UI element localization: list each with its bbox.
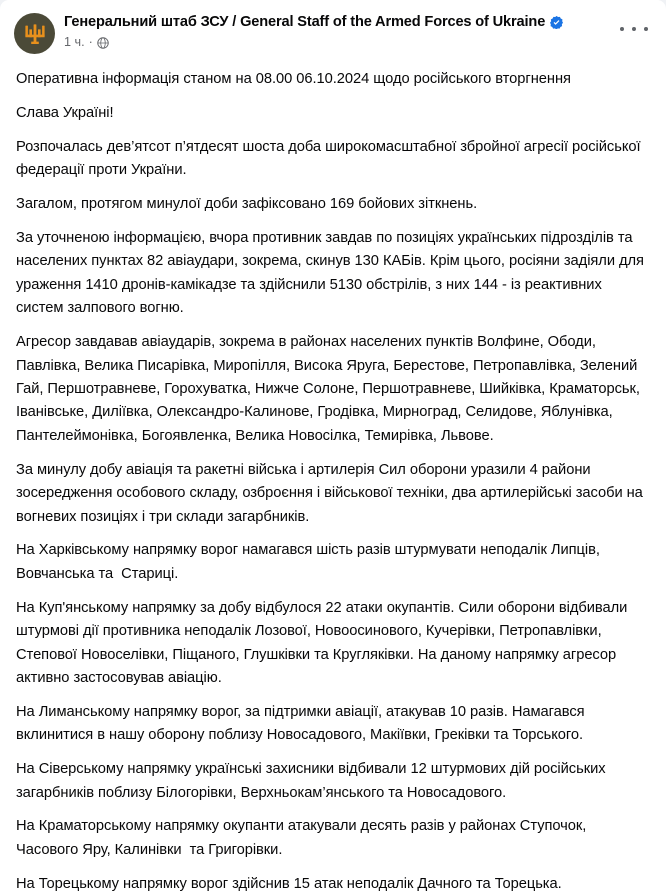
more-dot — [632, 27, 636, 31]
post-paragraph: На Харківському напрямку ворог намагався шість разів штурмувати неподалік Липців, Вовчанська та Стариці. — [16, 542, 604, 582]
post-paragraph: На Лиманському напрямку ворог, за підтримки авіації, атакував 10 разів. Намагався вклинитися в нашу оборону поблизу Новосадового, Макіївки, Греківки та Торського. — [16, 703, 589, 744]
post-paragraph: Оперативна інформація станом на 08.00 06.10.2024 щодо російського вторгнення — [16, 71, 571, 87]
post-paragraph: Розпочалась дев’ятсот п’ятдесят шоста доба широкомасштабної збройної агресії російської федерації проти України. — [16, 138, 645, 179]
post-paragraph: На Сіверському напрямку українські захисники відбивали 12 штурмових дій російських загарбників поблизу Білогорівки, Верхньокам’янського та Новосадового. — [16, 761, 610, 801]
post-paragraph: За минулу добу авіація та ракетні війська і артилерія Сил оборони уразили 4 райони зосередження особового складу, озброєння і військової техніки, два артилерійські засоби на вогневих позиціях і три склади загарбників. — [16, 461, 647, 525]
post-paragraph: Агресор завдавав авіаударів, зокрема в районах населених пунктів Волфине, Ободи, Павлівка, Велика Писарівка, Миропілля, Висока Яруга, Берестове, Петропавлівка, Зелений Гай, Першотравневе, Горохуватка, Нижче Солоне, Першотравневе, Шийківка, Краматорськ, Іванівське, Дилiївка, Олександро-Калинове, Гродівка, Мирноград, Селидове, Яблунівка, Пантелеймонівка, Богоявленка, Велика Новосілка, Темирівка, Львове. — [16, 334, 644, 444]
globe-public-icon[interactable] — [97, 37, 109, 49]
verified-badge-icon — [550, 16, 563, 29]
post-paragraph: Загалом, протягом минулої доби зафіксовано 169 бойових зіткнень. — [16, 196, 478, 213]
post-more-options-button[interactable] — [620, 19, 648, 39]
more-dot — [620, 27, 624, 31]
post-message-body — [0, 54, 666, 896]
post-paragraph: Слава Україні! — [16, 104, 114, 121]
ukrainian-trident-icon — [24, 22, 46, 46]
post-paragraph: За уточненою інформацією, вчора противник завдав по позиціях українських підрозділів та населених пунктах 82 авіаудари, зокрема, скинув 130 КАБів. Крім цього, росіяни задіяли для ураження 1410 дронів-камікадзе та здійснили 5130 обстрілів, з них 144 - із реактивних систем залпового вогню. — [16, 230, 648, 317]
post-meta — [64, 34, 652, 50]
post-timestamp[interactable]: 1 ч. — [64, 35, 85, 49]
post-paragraph: На Куп'янському напрямку за добу відбулося 22 атаки окупантів. Сили оборони відбивали штурмові дії противника неподалік Лозової, Новоосинового, Кучерівки, Петропавлівки, Степової Новоселівки, Піщаного, Глушківки та Кругляківки. На даному напрямку агресор активно застосовував авіацію. — [16, 599, 632, 686]
more-dot — [644, 27, 648, 31]
post-paragraph: На Торецькому напрямку ворог здійснив 15 атак неподалік Дачного та Торецька. — [16, 875, 562, 892]
avatar[interactable] — [14, 13, 55, 54]
author-row — [64, 13, 652, 32]
post-header — [0, 0, 666, 54]
author-name[interactable]: Генеральний штаб ЗСУ / General Staff of the Armed Forces of Ukraine — [64, 14, 546, 30]
header-text-block — [55, 12, 652, 50]
meta-separator: · — [88, 35, 93, 49]
post-paragraph: На Краматорському напрямку окупанти атакували десять разів у районах Ступочок, Часового Яру, Калинівки та Григорівки. — [16, 818, 591, 858]
